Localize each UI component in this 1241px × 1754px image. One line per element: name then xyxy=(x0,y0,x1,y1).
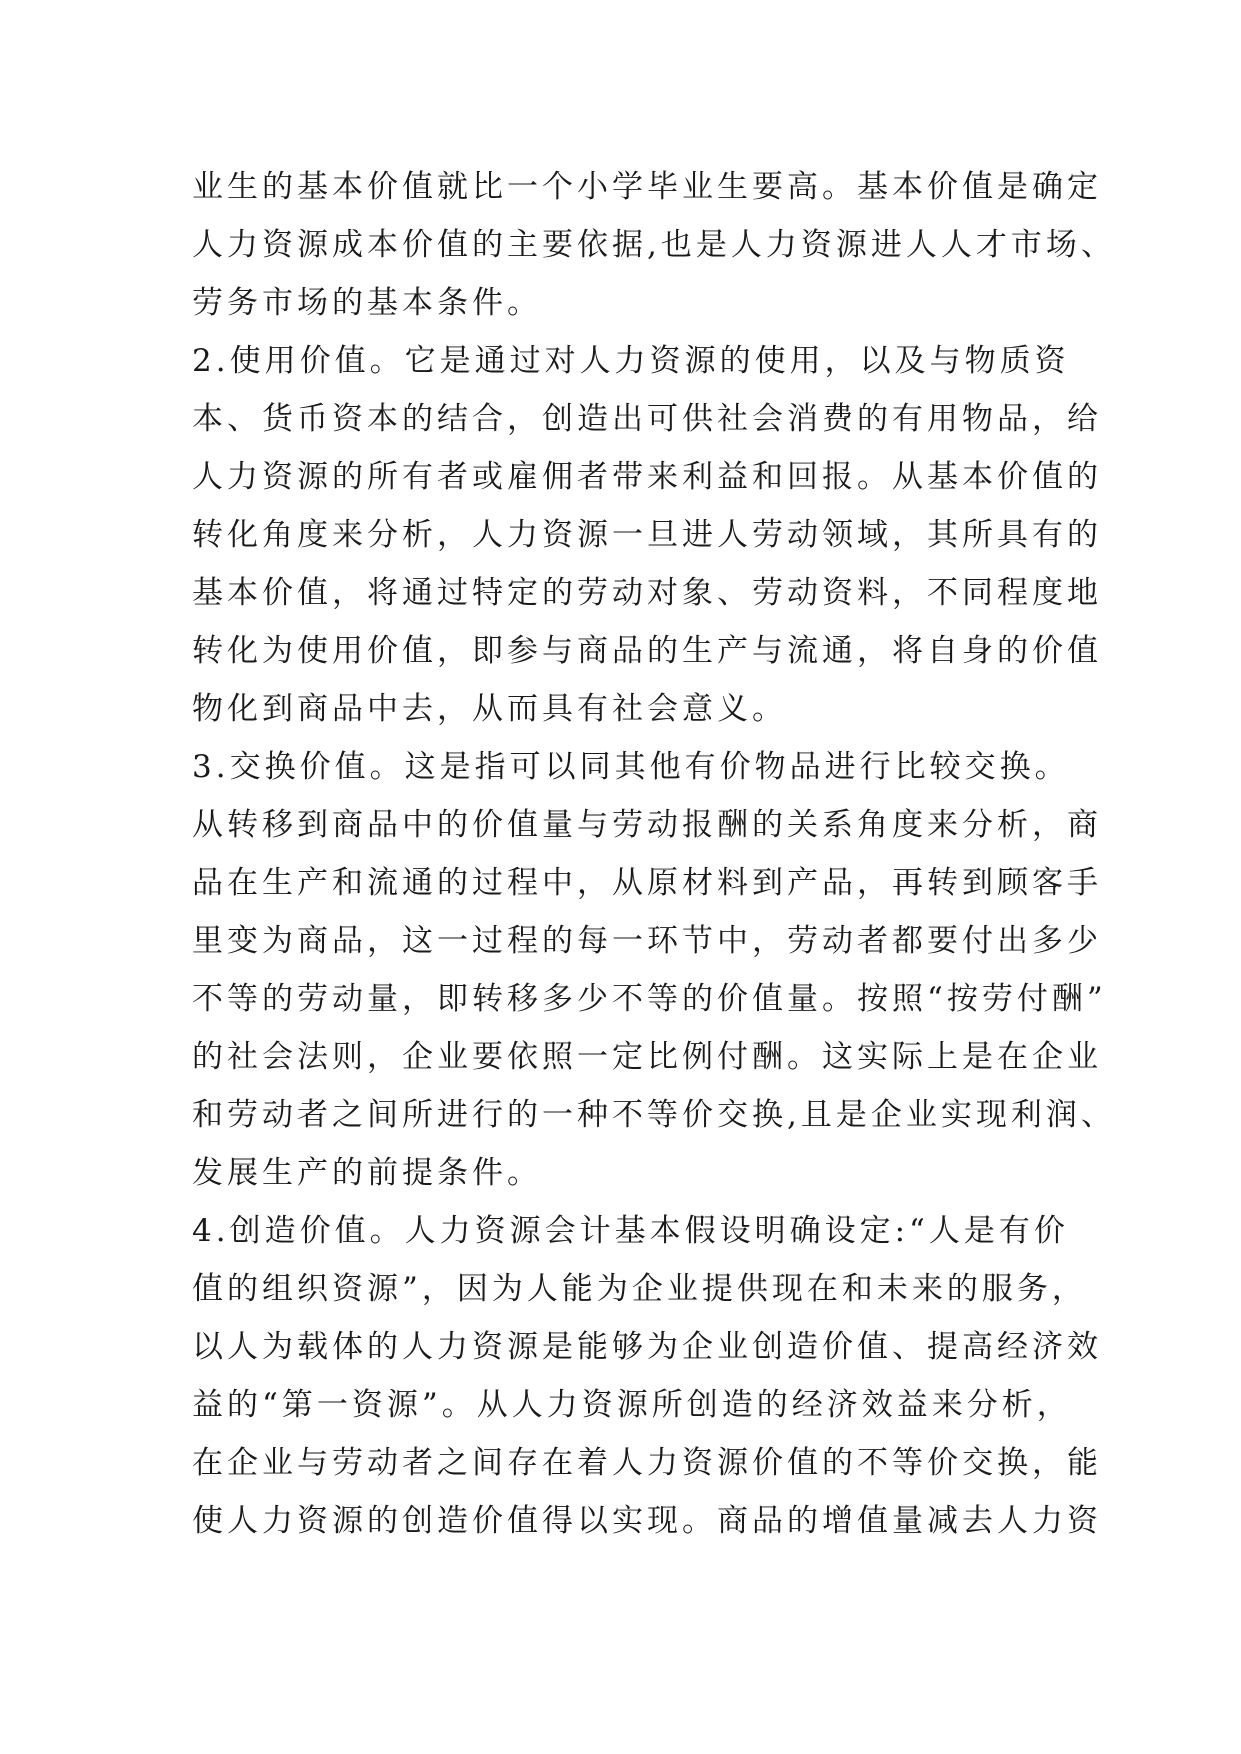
text-line: 业生的基本价值就比一个小学毕业生要高。基本价值是确定 xyxy=(192,169,1102,205)
text-line: 发展生产的前提条件。 xyxy=(192,1155,542,1191)
text-line: 基本价值，将通过特定的劳动对象、劳动资料，不同程度地 xyxy=(192,575,1102,611)
text-line: 值的组织资源”，因为人能为企业提供现在和未来的服务， xyxy=(192,1271,1087,1307)
text-line: 在企业与劳动者之间存在着人力资源价值的不等价交换，能 xyxy=(192,1445,1102,1481)
text-line: 人力资源的所有者或雇佣者带来利益和回报。从基本价值的 xyxy=(192,459,1102,495)
text-line: 益的“第一资源”。从人力资源所创造的经济效益来分析， xyxy=(192,1387,1072,1423)
text-line: 以人为载体的人力资源是能够为企业创造价值、提高经济效 xyxy=(192,1329,1102,1365)
text-line: 4.创造价值。人力资源会计基本假设明确设定:“人是有价 xyxy=(192,1213,1069,1249)
text-line: 的社会法则，企业要依照一定比例付酬。这实际上是在企业 xyxy=(192,1039,1102,1075)
text-line: 物化到商品中去，从而具有社会意义。 xyxy=(192,691,787,727)
text-line: 使人力资源的创造价值得以实现。商品的增值量减去人力资 xyxy=(192,1503,1102,1539)
text-line: 2.使用价值。它是通过对人力资源的使用，以及与物质资 xyxy=(192,343,1070,379)
text-line: 品在生产和流通的过程中，从原材料到产品，再转到顾客手 xyxy=(192,865,1102,901)
text-line: 转化为使用价值，即参与商品的生产与流通，将自身的价值 xyxy=(192,633,1102,669)
text-line: 和劳动者之间所进行的一种不等价交换,且是企业实现利润、 xyxy=(192,1097,1116,1133)
text-line: 里变为商品，这一过程的每一环节中，劳动者都要付出多少 xyxy=(192,923,1102,959)
text-line: 本、货币资本的结合，创造出可供社会消费的有用物品，给 xyxy=(192,401,1102,437)
text-line: 转化角度来分析，人力资源一旦进人劳动领域，其所具有的 xyxy=(192,517,1102,553)
text-line: 人力资源成本价值的主要依据,也是人力资源进人人才市场、 xyxy=(192,227,1116,263)
text-line: 3.交换价值。这是指可以同其他有价物品进行比较交换。 xyxy=(192,749,1070,785)
text-line: 不等的劳动量，即转移多少不等的价值量。按照“按劳付酬” xyxy=(192,981,1107,1017)
text-line: 从转移到商品中的价值量与劳动报酬的关系角度来分析，商 xyxy=(192,807,1102,843)
text-line: 劳务市场的基本条件。 xyxy=(192,285,542,321)
body-text xyxy=(192,158,1116,1550)
